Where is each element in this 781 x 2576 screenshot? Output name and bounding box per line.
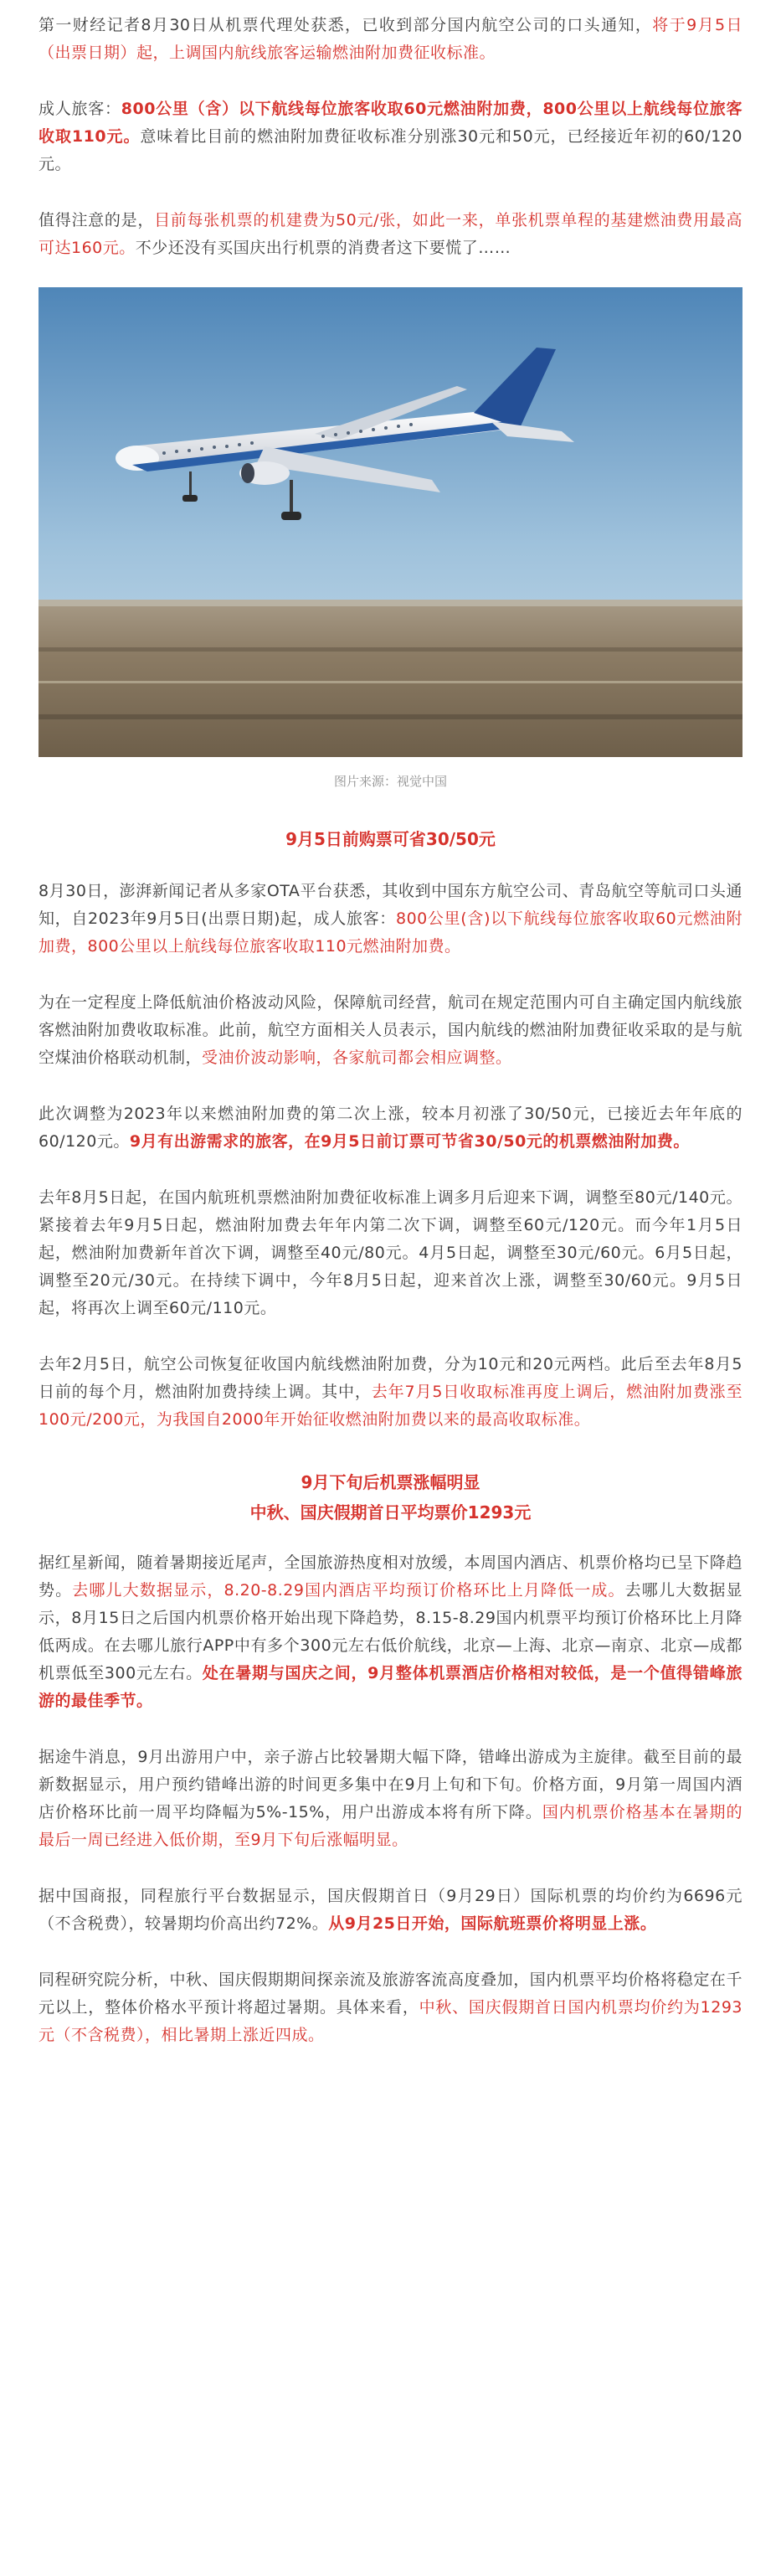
text: 为在一定程度上降低航油价格波动风险，保障航司经营，航司在规定范围内可自主确定国内航线旅客燃油附加费收取标准。此前，航空方面相关人员表示，国内航线的燃油附加费征收采取的是与航空煤油价格联动机制， — [39, 993, 742, 1067]
highlight-text: 去哪儿大数据显示，8.20-8.29国内酒店平均预订价格环比上月降低一成。 — [72, 1581, 625, 1600]
paragraph-adult-fares — [39, 95, 742, 178]
paragraph-mechanism — [39, 989, 742, 1072]
paragraph-history: 去年8月5日起，在国内航班机票燃油附加费征收标准上调多月后迎来下调，调整至80元/140元。紧接着去年9月5日起，燃油附加费去年年内第二次下调，调整至60元/120元。而今年1月5日起，燃油附加费新年首次下调，调整至40元/80元。4月5日起，调整至30元/60元。6月5日起，调整至20元/30元。在持续下调中，今年8月5日起，迎来首次上涨，调整至30/60元。9月5日起，将再次上调至60元/110元。 — [39, 1188, 742, 1317]
text: 据红星新闻，随着暑期接近尾声，全国旅游热度相对放缓，本周国内酒店、机票价格均已呈下降趋势。 — [39, 1553, 742, 1600]
highlight-text: 目前每张机票的机建费为50元/张，如此一来，单张机票单程的基建燃油费用最高可达160元。 — [39, 211, 742, 257]
highlight-text: 国内机票价格基本在暑期的最后一周已经进入低价期，至9月下旬后涨幅明显。 — [39, 1803, 742, 1849]
highlight-text: 9月有出游需求的旅客，在9月5日前订票可节省30/50元的机票燃油附加费。 — [129, 1132, 690, 1151]
text: 第一财经记者8月30日从机票代理处获悉，已收到部分国内航空公司的口头通知， — [39, 16, 653, 34]
section-heading: 9月5日前购票可省30/50元 — [285, 829, 496, 849]
paragraph-redstar — [39, 1549, 742, 1715]
paragraph-resume — [39, 1351, 742, 1434]
paragraph-intro — [39, 12, 742, 67]
paragraph-ota — [39, 878, 742, 961]
photo-caption: 图片来源：视觉中国 — [333, 774, 447, 789]
paragraph-tuniu — [39, 1744, 742, 1854]
highlight-text: 中秋、国庆假期首日国内机票均价约为1293元（不含税费），相比暑期上涨近四成。 — [39, 1998, 742, 2044]
heading-line: 中秋、国庆假期首日平均票价1293元 — [249, 1502, 532, 1522]
heading-line: 9月下旬后机票涨幅明显 — [301, 1472, 480, 1492]
text: 意味着比目前的燃油附加费征收标准分别涨30元和50元，已经接近年初的60/120元。 — [39, 127, 742, 173]
highlight-text: 受油价波动影响，各家航司都会相应调整。 — [202, 1048, 512, 1067]
text: 去年2月5日，航空公司恢复征收国内航线燃油附加费，分为10元和20元两档。此后至去年8月5日前的每个月，燃油附加费持续上调。其中， — [39, 1355, 742, 1401]
highlight-text: 处在暑期与国庆之间，9月整体机票酒店价格相对较低，是一个值得错峰旅游的最佳季节。 — [39, 1664, 742, 1710]
highlight-text: 去年7月5日收取标准再度上调后，燃油附加费涨至100元/200元，为我国自2000年开始征收燃油附加费以来的最高收取标准。 — [39, 1383, 742, 1429]
text: 不少还没有买国庆出行机票的消费者这下要慌了…… — [135, 239, 511, 257]
text: 8月30日，澎湃新闻记者从多家OTA平台获悉，其收到中国东方航空公司、青岛航空等航司口头通知，自2023年9月5日(出票日期)起，成人旅客： — [39, 882, 742, 928]
text: 据途牛消息，9月出游用户中，亲子游占比较暑期大幅下降，错峰出游成为主旋律。截至目前的最新数据显示，用户预约错峰出游的时间更多集中在9月上旬和下旬。价格方面，9月第一周国内酒店价格环比前一周平均降幅为5%-15%，用户出游成本将有所下降。 — [39, 1748, 742, 1821]
text: 成人旅客： — [39, 100, 121, 118]
paragraph-second-increase — [39, 1100, 742, 1156]
text: 去哪儿大数据显示，8月15日之后国内机票价格开始出现下降趋势，8.15-8.29国内机票平均预订价格环比上月降低两成。在去哪儿旅行APP中有多个300元左右低价航线，北京—上海、北京—南京、北京—成都机票低至300元左右。 — [39, 1581, 742, 1682]
highlight-text: 800公里(含)以下航线每位旅客收取60元燃油附加费，800公里以上航线每位旅客收取110元燃油附加费。 — [39, 909, 742, 956]
paragraph-tongcheng — [39, 1966, 742, 2049]
text: 值得注意的是， — [39, 211, 155, 229]
text: 同程研究院分析，中秋、国庆假期期间探亲流及旅游客流高度叠加，国内机票平均价格将稳定在千元以上，整体价格水平预计将超过暑期。具体来看， — [39, 1971, 742, 2017]
highlight-text: 从9月25日开始，国际航班票价将明显上涨。 — [328, 1914, 657, 1933]
highlight-text: 800公里（含）以下航线每位旅客收取60元燃油附加费，800公里以上航线每位旅客收取110元。 — [39, 100, 742, 146]
paragraph-note — [39, 207, 742, 262]
text: 据中国商报，同程旅行平台数据显示，国庆假期首日（9月29日）国际机票的均价约为6696元（不含税费），较暑期均价高出约72%。 — [39, 1887, 742, 1933]
paragraph-commerce — [39, 1883, 742, 1938]
text: 此次调整为2023年以来燃油附加费的第二次上涨，较本月初涨了30/50元，已接近去年年底的60/120元。 — [39, 1105, 742, 1151]
airplane-photo — [39, 287, 742, 757]
section-heading-2 — [39, 1467, 742, 1528]
highlight-text: 将于9月5日（出票日期）起，上调国内航线旅客运输燃油附加费征收标准。 — [39, 16, 742, 62]
